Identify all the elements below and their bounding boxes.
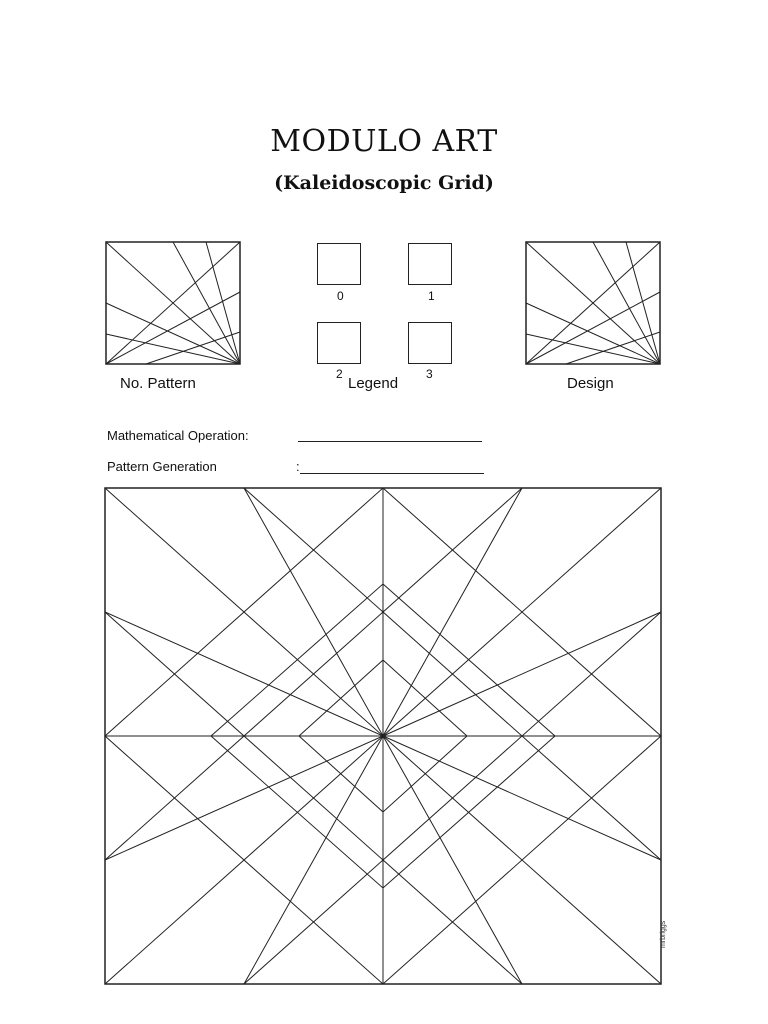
design-caption: Design: [567, 375, 614, 392]
page-title: MODULO ART: [270, 124, 498, 159]
legend-number-3: 3: [426, 367, 433, 381]
legend-box-1[interactable]: [408, 243, 452, 285]
kaleidoscopic-grid: [104, 487, 664, 987]
legend-box-2[interactable]: [317, 322, 361, 364]
mathematical-operation-field[interactable]: [298, 441, 482, 442]
legend-box-3[interactable]: [408, 322, 452, 364]
number-pattern-grid: [106, 242, 242, 366]
legend-caption: Legend: [348, 375, 399, 392]
pattern-generation-field[interactable]: [300, 473, 484, 474]
page-subtitle: (Kaleidoscopic Grid): [274, 172, 494, 194]
legend-number-0: 0: [337, 289, 344, 303]
legend-box-0[interactable]: [317, 243, 361, 285]
side-note: mrbriggs: [660, 920, 667, 948]
pattern-generation-label: Pattern Generation: [107, 459, 217, 474]
mathematical-operation-label: Mathematical Operation:: [107, 428, 249, 443]
design-grid: [526, 242, 662, 366]
legend-number-1: 1: [428, 289, 435, 303]
pattern-generation-colon: :: [296, 459, 300, 474]
legend-number-2: 2: [336, 367, 343, 381]
number-pattern-caption: No. Pattern: [120, 375, 196, 392]
